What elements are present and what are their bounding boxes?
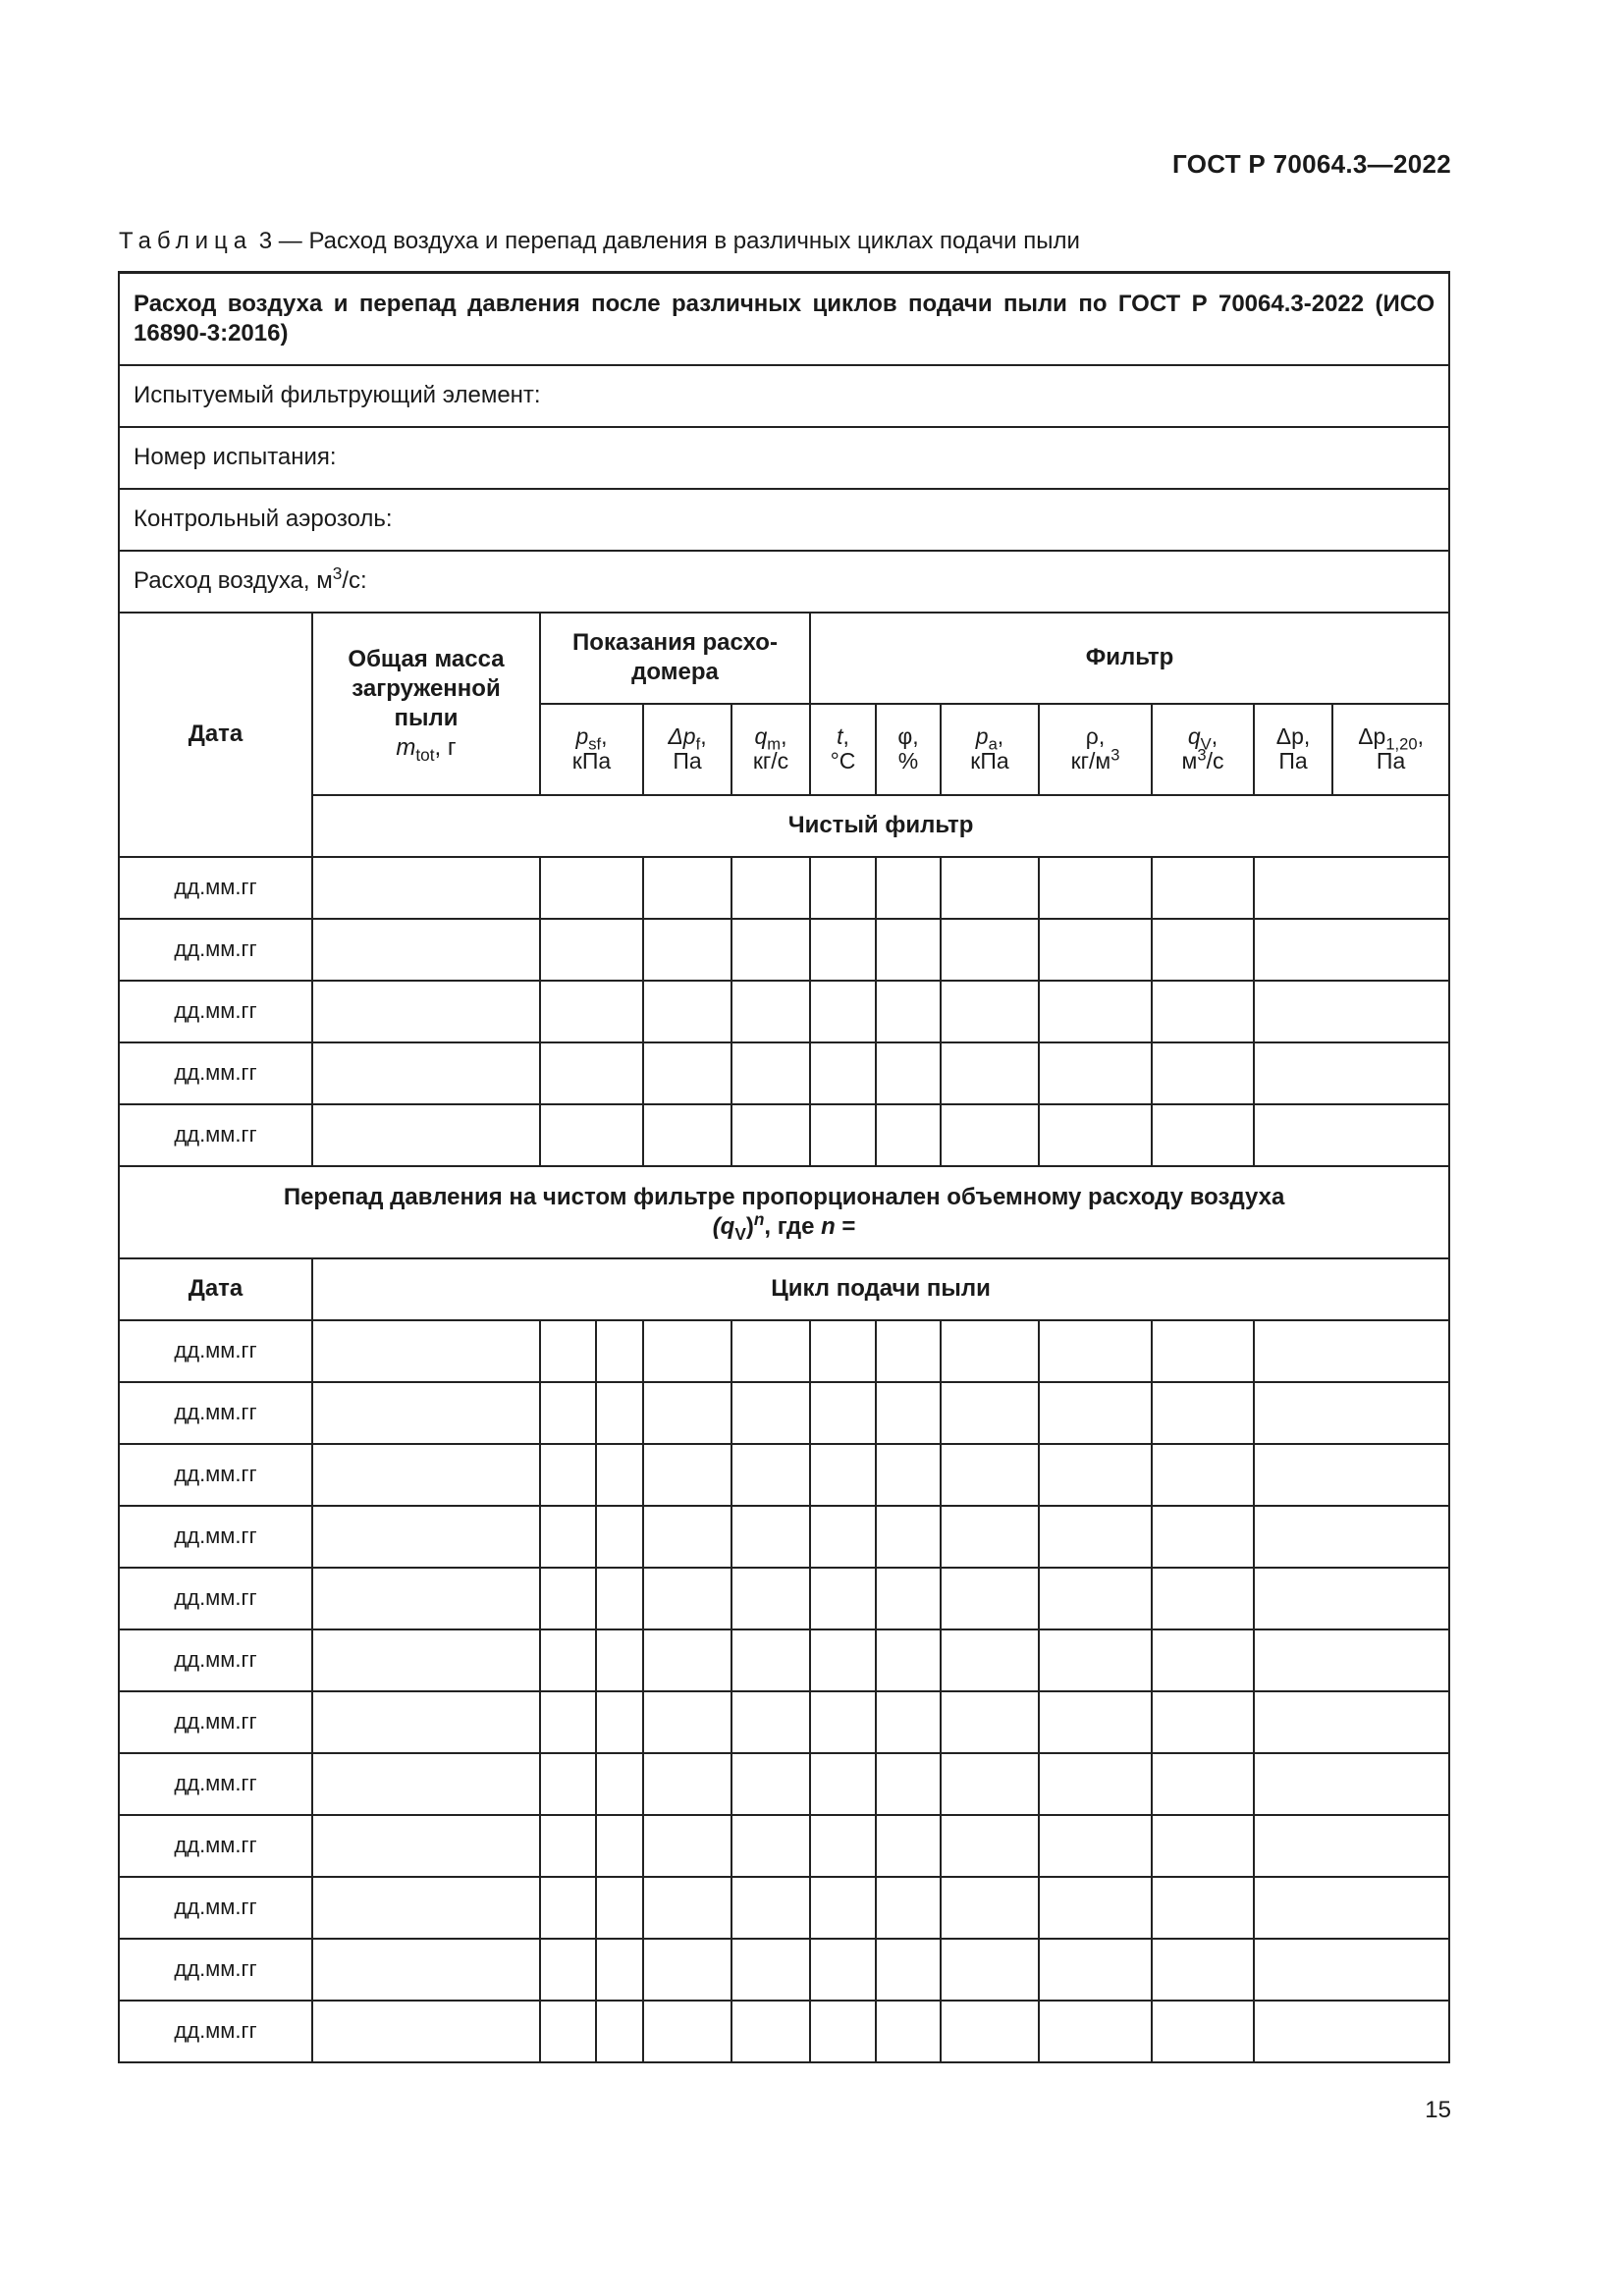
mass-cell[interactable] <box>312 1506 540 1568</box>
psf-cell-a[interactable] <box>540 1506 596 1568</box>
mass-cell[interactable] <box>312 1382 540 1444</box>
clean-filter-row <box>119 919 1449 981</box>
dpf-cell[interactable] <box>643 1042 731 1104</box>
dpf-cell[interactable] <box>643 1629 731 1691</box>
header-total-mass <box>312 613 540 795</box>
qv-cell[interactable] <box>1152 857 1254 919</box>
dpf-cell[interactable] <box>643 981 731 1042</box>
psf-cell[interactable] <box>540 1042 643 1104</box>
rho-cell[interactable] <box>1039 1753 1152 1815</box>
qm-cell[interactable] <box>731 1691 810 1753</box>
t-cell[interactable] <box>810 857 876 919</box>
qm-cell[interactable] <box>731 981 810 1042</box>
mass-cell[interactable] <box>312 1753 540 1815</box>
page-number: 15 <box>1425 2097 1451 2123</box>
rho-cell[interactable] <box>1039 1877 1152 1939</box>
unit-pa: $p_a$, кПа <box>941 704 1039 795</box>
mass-line2: загруженной <box>352 674 501 702</box>
cycle-row <box>119 1877 1449 1939</box>
qv-cell[interactable] <box>1152 1104 1254 1166</box>
date-cell[interactable]: дд.мм.гг <box>119 1320 312 1382</box>
dp-cell[interactable] <box>1254 1320 1449 1382</box>
dpf-cell[interactable] <box>643 1382 731 1444</box>
pa-cell[interactable] <box>941 919 1039 981</box>
pa-cell[interactable] <box>941 1877 1039 1939</box>
t-cell[interactable] <box>810 1629 876 1691</box>
date-cell[interactable]: дд.мм.гг <box>119 1506 312 1568</box>
qm-cell[interactable] <box>731 1382 810 1444</box>
psf-cell-a[interactable] <box>540 1568 596 1629</box>
phi-cell[interactable] <box>876 1382 941 1444</box>
mass-unit: , г <box>434 733 457 761</box>
dp-cell[interactable] <box>1254 2001 1449 2062</box>
phi-cell[interactable] <box>876 1691 941 1753</box>
table-title: Расход воздуха и перепад давления после различных циклов подачи пыли по ГОСТ Р 70064.3-2022 (ИСО 16890-3:2016) <box>119 273 1449 365</box>
qv-cell[interactable] <box>1152 1753 1254 1815</box>
t-cell[interactable] <box>810 1444 876 1506</box>
phi-cell[interactable] <box>876 1104 941 1166</box>
psf-cell-a[interactable] <box>540 2001 596 2062</box>
qv-cell[interactable] <box>1152 1939 1254 2001</box>
dp-cell[interactable] <box>1254 857 1449 919</box>
date-cell[interactable]: дд.мм.гг <box>119 857 312 919</box>
t-cell[interactable] <box>810 1042 876 1104</box>
pa-cell[interactable] <box>941 1042 1039 1104</box>
header-filter: Фильтр <box>810 613 1449 704</box>
cycle-row <box>119 1691 1449 1753</box>
mass-cell[interactable] <box>312 981 540 1042</box>
unit-dp: Δp, Па <box>1254 704 1332 795</box>
qv-cell[interactable] <box>1152 1629 1254 1691</box>
qm-cell[interactable] <box>731 1629 810 1691</box>
cycle-header-date: Дата <box>119 1258 312 1320</box>
phi-cell[interactable] <box>876 1506 941 1568</box>
psf-cell-b[interactable] <box>596 1320 643 1382</box>
mass-cell[interactable] <box>312 1815 540 1877</box>
caption-text: 3 — Расход воздуха и перепад давления в различных циклах подачи пыли <box>258 228 1080 254</box>
clean-filter-row <box>119 857 1449 919</box>
unit-phi: φ, % <box>876 704 941 795</box>
mass-cell[interactable] <box>312 1444 540 1506</box>
dpf-cell[interactable] <box>643 2001 731 2062</box>
dpf-cell[interactable] <box>643 1753 731 1815</box>
dp-cell[interactable] <box>1254 919 1449 981</box>
psf-cell[interactable] <box>540 857 643 919</box>
qv-cell[interactable] <box>1152 919 1254 981</box>
dpf-cell[interactable] <box>643 1506 731 1568</box>
pa-cell[interactable] <box>941 1815 1039 1877</box>
qm-cell[interactable] <box>731 857 810 919</box>
date-cell[interactable]: дд.мм.гг <box>119 2001 312 2062</box>
clean-filter-rows <box>119 857 1449 1166</box>
t-cell[interactable] <box>810 1104 876 1166</box>
date-cell[interactable]: дд.мм.гг <box>119 1815 312 1877</box>
pa-cell[interactable] <box>941 1104 1039 1166</box>
pa-cell[interactable] <box>941 1691 1039 1753</box>
pa-cell[interactable] <box>941 1939 1039 2001</box>
rho-cell[interactable] <box>1039 1691 1152 1753</box>
airflow-suffix: /с: <box>342 567 367 594</box>
psf-cell-a[interactable] <box>540 1877 596 1939</box>
qm-cell[interactable] <box>731 1042 810 1104</box>
date-cell[interactable]: дд.мм.гг <box>119 1691 312 1753</box>
psf-cell-b[interactable] <box>596 1629 643 1691</box>
dpf-cell[interactable] <box>643 1104 731 1166</box>
cycle-rows <box>119 1320 1449 2062</box>
dp-cell[interactable] <box>1254 1506 1449 1568</box>
t-cell[interactable] <box>810 1753 876 1815</box>
t-cell[interactable] <box>810 1568 876 1629</box>
pa-cell[interactable] <box>941 1753 1039 1815</box>
standard-code: ГОСТ Р 70064.3—2022 <box>1172 149 1451 179</box>
cycle-row <box>119 1444 1449 1506</box>
dpf-cell[interactable] <box>643 857 731 919</box>
psf-cell-a[interactable] <box>540 1629 596 1691</box>
qm-cell[interactable] <box>731 1444 810 1506</box>
qv-cell[interactable] <box>1152 1691 1254 1753</box>
psf-cell-a[interactable] <box>540 1753 596 1815</box>
mass-cell[interactable] <box>312 919 540 981</box>
mass-cell[interactable] <box>312 1320 540 1382</box>
cycle-row <box>119 1320 1449 1382</box>
unit-dpf: $\Delta p_f$, Па <box>643 704 731 795</box>
mass-cell[interactable] <box>312 857 540 919</box>
dp-cell[interactable] <box>1254 1753 1449 1815</box>
dpf-cell[interactable] <box>643 1320 731 1382</box>
dp-cell[interactable] <box>1254 1382 1449 1444</box>
clean-filter-row <box>119 1104 1449 1166</box>
cycle-row <box>119 2001 1449 2062</box>
qv-cell[interactable] <box>1152 1042 1254 1104</box>
cycle-row <box>119 1815 1449 1877</box>
t-cell[interactable] <box>810 1382 876 1444</box>
mass-cell[interactable] <box>312 1629 540 1691</box>
qm-cell[interactable] <box>731 1753 810 1815</box>
pa-cell[interactable] <box>941 1629 1039 1691</box>
dp-cell[interactable] <box>1254 1629 1449 1691</box>
phi-cell[interactable] <box>876 981 941 1042</box>
rho-cell[interactable] <box>1039 2001 1152 2062</box>
proportional-note <box>119 1166 1449 1258</box>
qm-cell[interactable] <box>731 1320 810 1382</box>
phi-cell[interactable] <box>876 2001 941 2062</box>
header-date: Дата <box>119 613 312 857</box>
psf-cell-b[interactable] <box>596 1939 643 2001</box>
dpf-cell[interactable] <box>643 1444 731 1506</box>
phi-cell[interactable] <box>876 1629 941 1691</box>
cycle-row <box>119 1629 1449 1691</box>
qv-cell[interactable] <box>1152 1444 1254 1506</box>
qv-cell[interactable] <box>1152 1320 1254 1382</box>
mass-cell[interactable] <box>312 1877 540 1939</box>
t-cell[interactable] <box>810 981 876 1042</box>
phi-cell[interactable] <box>876 919 941 981</box>
airflow-label: Расход воздуха, м <box>134 567 333 594</box>
info-row-test-number[interactable]: Номер испытания: <box>119 427 1449 489</box>
phi-cell[interactable] <box>876 1568 941 1629</box>
clean-filter-row <box>119 981 1449 1042</box>
rho-cell[interactable] <box>1039 1506 1152 1568</box>
proportional-formula: $(q_V)^n$, где n = <box>712 1208 856 1244</box>
t-cell[interactable] <box>810 1815 876 1877</box>
mass-cell[interactable] <box>312 1691 540 1753</box>
psf-cell-a[interactable] <box>540 1444 596 1506</box>
t-cell[interactable] <box>810 1877 876 1939</box>
test-record-table <box>118 271 1450 2063</box>
dpf-cell[interactable] <box>643 1939 731 2001</box>
date-cell[interactable]: дд.мм.гг <box>119 1104 312 1166</box>
pa-cell[interactable] <box>941 981 1039 1042</box>
qv-cell[interactable] <box>1152 1382 1254 1444</box>
phi-cell[interactable] <box>876 1877 941 1939</box>
qm-cell[interactable] <box>731 2001 810 2062</box>
dp-cell[interactable] <box>1254 981 1449 1042</box>
qm-cell[interactable] <box>731 1104 810 1166</box>
psf-cell-a[interactable] <box>540 1382 596 1444</box>
dpf-cell[interactable] <box>643 919 731 981</box>
dpf-cell[interactable] <box>643 1568 731 1629</box>
t-cell[interactable] <box>810 2001 876 2062</box>
phi-cell[interactable] <box>876 1042 941 1104</box>
dp-cell[interactable] <box>1254 1568 1449 1629</box>
date-cell[interactable]: дд.мм.гг <box>119 981 312 1042</box>
cycle-row <box>119 1506 1449 1568</box>
qm-cell[interactable] <box>731 1939 810 2001</box>
rho-cell[interactable] <box>1039 1382 1152 1444</box>
rho-cell[interactable] <box>1039 1815 1152 1877</box>
mass-symbol: m <box>396 733 416 761</box>
psf-cell[interactable] <box>540 1104 643 1166</box>
rho-cell[interactable] <box>1039 1042 1152 1104</box>
mass-cell[interactable] <box>312 1104 540 1166</box>
qv-cell[interactable] <box>1152 1877 1254 1939</box>
phi-cell[interactable] <box>876 1753 941 1815</box>
t-cell[interactable] <box>810 1320 876 1382</box>
table-caption <box>119 228 1080 255</box>
unit-psf: $p_{sf}$, кПа <box>540 704 643 795</box>
psf-cell-b[interactable] <box>596 1753 643 1815</box>
date-cell[interactable]: дд.мм.гг <box>119 1568 312 1629</box>
mass-line1: Общая масса <box>348 645 505 672</box>
date-cell[interactable]: дд.мм.гг <box>119 1877 312 1939</box>
pa-cell[interactable] <box>941 2001 1039 2062</box>
date-cell[interactable]: дд.мм.гг <box>119 1753 312 1815</box>
info-row-aerosol[interactable]: Контрольный аэрозоль: <box>119 489 1449 551</box>
info-row-airflow[interactable] <box>119 551 1449 613</box>
unit-t: t, °C <box>810 704 876 795</box>
clean-filter-label: Чистый фильтр <box>312 795 1449 857</box>
rho-cell[interactable] <box>1039 1568 1152 1629</box>
phi-cell[interactable] <box>876 857 941 919</box>
pa-cell[interactable] <box>941 1320 1039 1382</box>
cycle-row <box>119 1753 1449 1815</box>
cycle-row <box>119 1568 1449 1629</box>
cycle-row <box>119 1382 1449 1444</box>
mass-cell[interactable] <box>312 2001 540 2062</box>
unit-rho: ρ, $кг/м^3$ <box>1039 704 1152 795</box>
rho-cell[interactable] <box>1039 857 1152 919</box>
psf-cell[interactable] <box>540 919 643 981</box>
psf-cell-b[interactable] <box>596 1815 643 1877</box>
rho-cell[interactable] <box>1039 981 1152 1042</box>
pa-cell[interactable] <box>941 1382 1039 1444</box>
date-cell[interactable]: дд.мм.гг <box>119 1382 312 1444</box>
qm-cell[interactable] <box>731 919 810 981</box>
unit-qm: $q_m$, кг/с <box>731 704 810 795</box>
caption-prefix: Таблица <box>119 228 253 254</box>
date-cell[interactable]: дд.мм.гг <box>119 919 312 981</box>
dp-cell[interactable] <box>1254 1877 1449 1939</box>
phi-cell[interactable] <box>876 1939 941 2001</box>
cycle-header-label: Цикл подачи пыли <box>312 1258 1449 1320</box>
dp-cell[interactable] <box>1254 1104 1449 1166</box>
dp-cell[interactable] <box>1254 1815 1449 1877</box>
rho-cell[interactable] <box>1039 1320 1152 1382</box>
mass-cell[interactable] <box>312 1042 540 1104</box>
psf-cell-b[interactable] <box>596 1444 643 1506</box>
mass-sub: tot <box>415 744 435 765</box>
psf-cell-a[interactable] <box>540 1939 596 2001</box>
dpf-cell[interactable] <box>643 1877 731 1939</box>
rho-cell[interactable] <box>1039 1939 1152 2001</box>
info-row-filter-element[interactable]: Испытуемый фильтрующий элемент: <box>119 365 1449 427</box>
qv-cell[interactable] <box>1152 1815 1254 1877</box>
mass-line3: пыли <box>394 704 459 731</box>
qm-cell[interactable] <box>731 1568 810 1629</box>
clean-filter-row <box>119 1042 1449 1104</box>
t-cell[interactable] <box>810 1506 876 1568</box>
flowmeter-line2: домера <box>631 659 719 685</box>
psf-cell-b[interactable] <box>596 1382 643 1444</box>
dp-cell[interactable] <box>1254 1042 1449 1104</box>
rho-cell[interactable] <box>1039 1104 1152 1166</box>
proportional-line1: Перепад давления на чистом фильтре пропорционален объемному расходу воздуха <box>283 1183 1285 1210</box>
qv-cell[interactable] <box>1152 2001 1254 2062</box>
pa-cell[interactable] <box>941 857 1039 919</box>
cycle-row <box>119 1939 1449 2001</box>
qm-cell[interactable] <box>731 1815 810 1877</box>
pa-cell[interactable] <box>941 1568 1039 1629</box>
qm-cell[interactable] <box>731 1877 810 1939</box>
pa-cell[interactable] <box>941 1444 1039 1506</box>
rho-cell[interactable] <box>1039 1444 1152 1506</box>
unit-dp120: $\Delta p_{1,20}$, Па <box>1332 704 1449 795</box>
t-cell[interactable] <box>810 1939 876 2001</box>
psf-cell-b[interactable] <box>596 1691 643 1753</box>
rho-cell[interactable] <box>1039 1629 1152 1691</box>
dp-cell[interactable] <box>1254 1691 1449 1753</box>
psf-cell-b[interactable] <box>596 2001 643 2062</box>
rho-cell[interactable] <box>1039 919 1152 981</box>
dp-cell[interactable] <box>1254 1939 1449 2001</box>
psf-cell-a[interactable] <box>540 1691 596 1753</box>
date-cell[interactable]: дд.мм.гг <box>119 1042 312 1104</box>
pa-cell[interactable] <box>941 1506 1039 1568</box>
qv-cell[interactable] <box>1152 1568 1254 1629</box>
psf-cell-b[interactable] <box>596 1568 643 1629</box>
date-cell[interactable]: дд.мм.гг <box>119 1444 312 1506</box>
qv-cell[interactable] <box>1152 981 1254 1042</box>
dpf-cell[interactable] <box>643 1691 731 1753</box>
flowmeter-line1: Показания расхо- <box>572 629 778 656</box>
airflow-sup: 3 <box>332 563 343 583</box>
psf-cell-b[interactable] <box>596 1877 643 1939</box>
t-cell[interactable] <box>810 919 876 981</box>
phi-cell[interactable] <box>876 1320 941 1382</box>
qm-cell[interactable] <box>731 1506 810 1568</box>
phi-cell[interactable] <box>876 1815 941 1877</box>
header-flowmeter <box>540 613 810 704</box>
mass-cell[interactable] <box>312 1939 540 2001</box>
dp-cell[interactable] <box>1254 1444 1449 1506</box>
qv-cell[interactable] <box>1152 1506 1254 1568</box>
psf-cell-a[interactable] <box>540 1815 596 1877</box>
psf-cell-a[interactable] <box>540 1320 596 1382</box>
unit-qv: $q_V$, $м^3/с$ <box>1152 704 1254 795</box>
mass-cell[interactable] <box>312 1568 540 1629</box>
t-cell[interactable] <box>810 1691 876 1753</box>
date-cell[interactable]: дд.мм.гг <box>119 1939 312 2001</box>
phi-cell[interactable] <box>876 1444 941 1506</box>
psf-cell-b[interactable] <box>596 1506 643 1568</box>
psf-cell[interactable] <box>540 981 643 1042</box>
dpf-cell[interactable] <box>643 1815 731 1877</box>
date-cell[interactable]: дд.мм.гг <box>119 1629 312 1691</box>
